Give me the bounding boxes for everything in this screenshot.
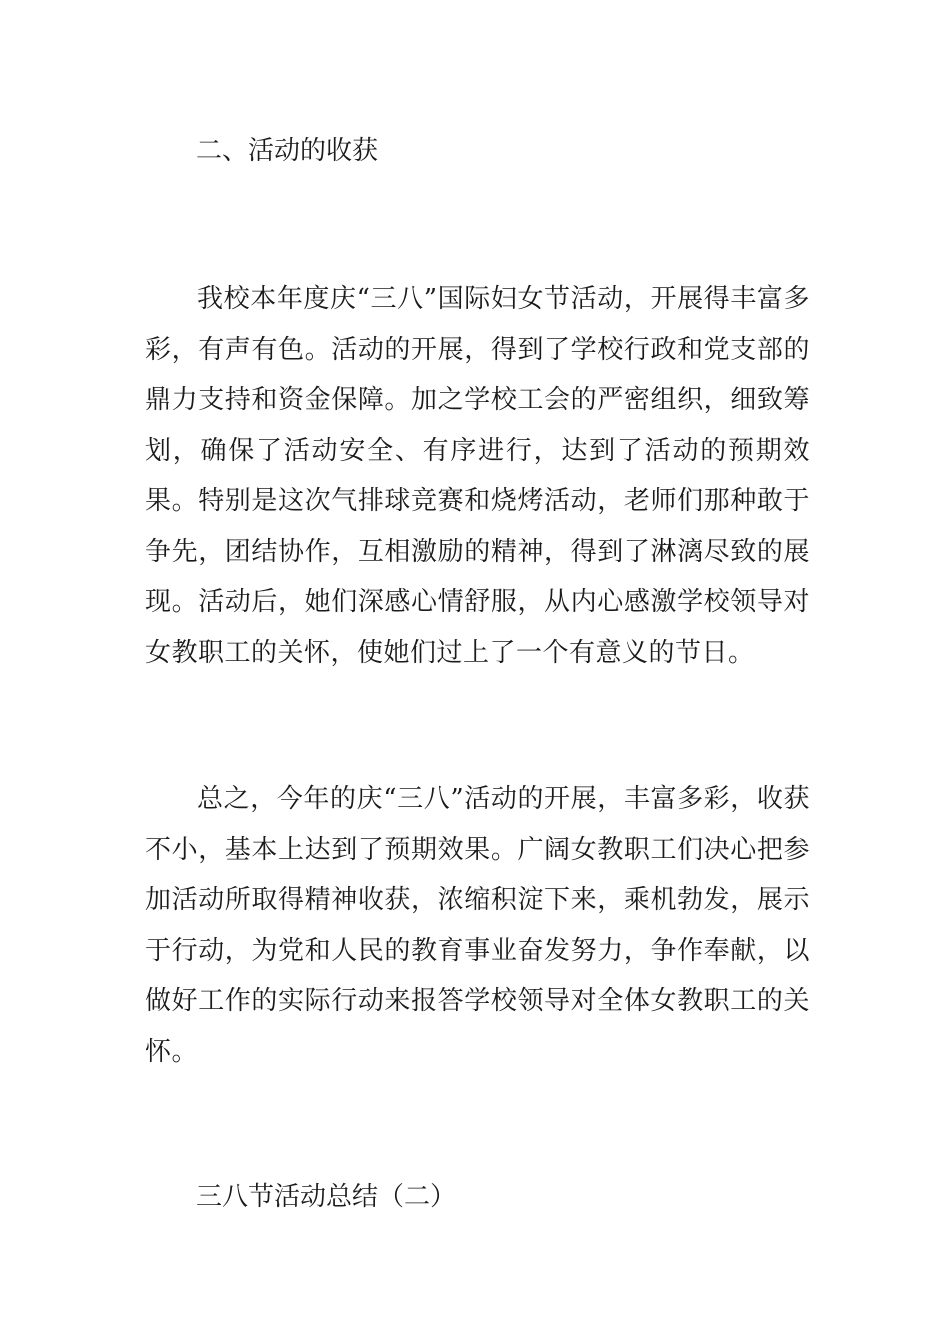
next-article-title: 三八节活动总结（二） bbox=[196, 1182, 457, 1212]
paragraph-activity-harvest: 我校本年度庆“三八”国际妇女节活动，开展得丰富多彩，有声有色。活动的开展，得到了学校行政和党支部的鼎力支持和资金保障。加之学校工会的严密组织，细致筹划，确保了活动安全、有序进行，达到了活动的预期效果。特别是这次气排球竞赛和烧烤活动，老师们那种敢于争先，团结协作，互相激励的精神，得到了淋漓尽致的展现。活动后，她们深感心情舒服，从内心感激学校领导对女教职工的关怀，使她们过上了一个有意义的节日。 bbox=[145, 284, 810, 668]
section-heading: 二、活动的收获 bbox=[196, 136, 379, 166]
paragraph-summary: 总之，今年的庆“三八”活动的开展，丰富多彩，收获不小，基本上达到了预期效果。广阔女教职工们决心把参加活动所取得精神收获，浓缩积淀下来，乘机勃发，展示于行动，为党和人民的教育事业奋发努力，争作奉献，以做好工作的实际行动来报答学校领导对全体女教职工的关怀。 bbox=[145, 784, 810, 1067]
